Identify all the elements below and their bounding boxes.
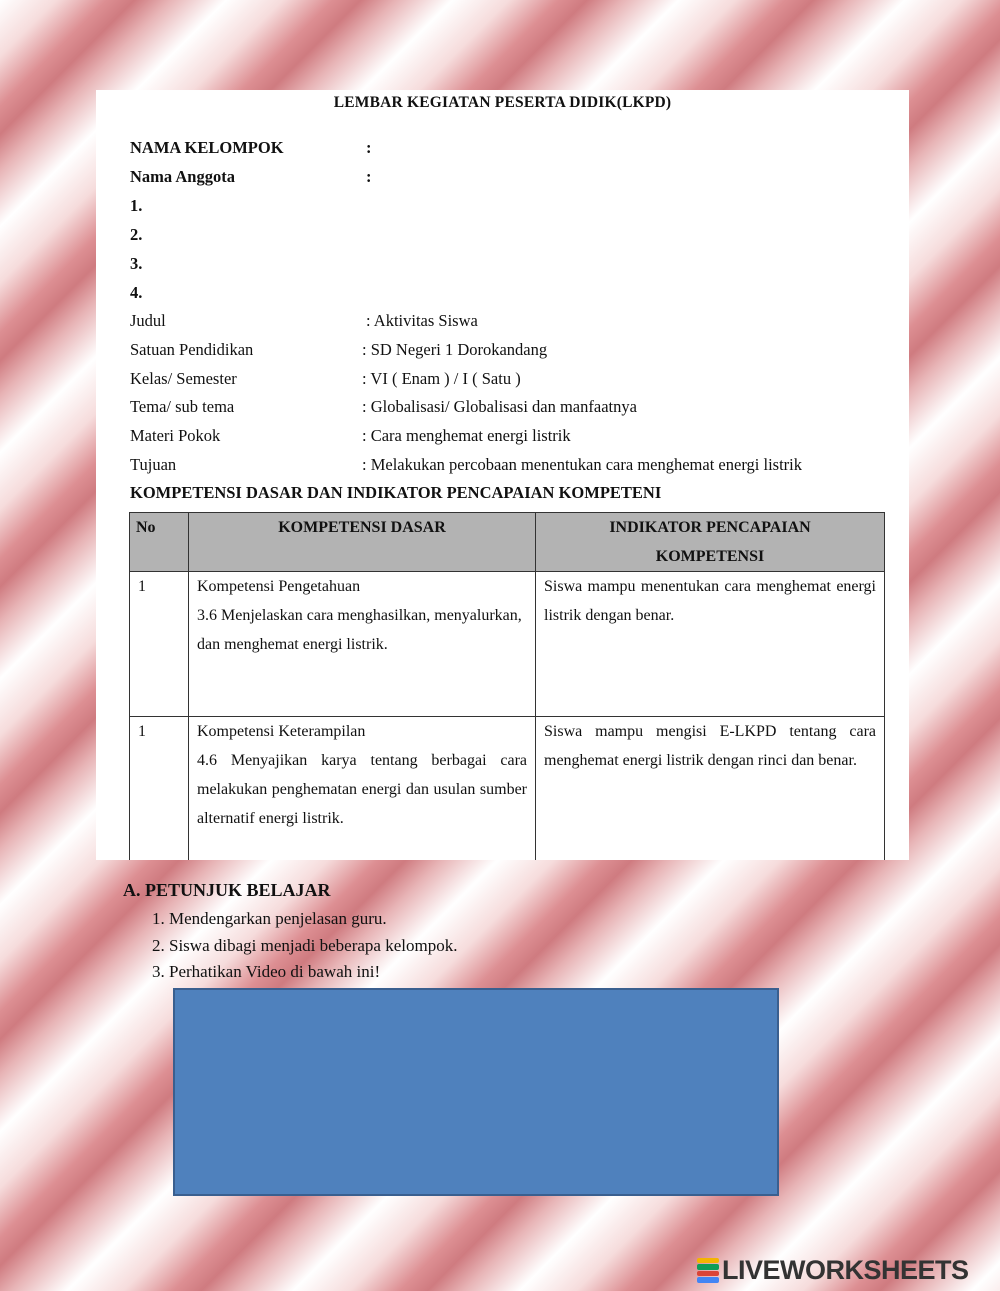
mark-stripe [697, 1271, 719, 1277]
document-title: LEMBAR KEGIATAN PESERTA DIDIK(LKPD) [333, 94, 672, 111]
liveworksheets-mark-icon [697, 1257, 719, 1283]
kd-text: 4.6 Menyajikan karya tentang berbagai cara melakukan penghematan energi dan usulan sumber alternatif energi listrik. [197, 752, 527, 827]
cell-no: 1 [130, 572, 189, 717]
kd-title: Kompetensi Keterampilan [197, 723, 366, 740]
colon: : [366, 138, 372, 157]
field-value: : Globalisasi/ Globalisasi dan manfaatnya [362, 397, 637, 416]
field-value: : SD Negeri 1 Dorokandang [362, 340, 548, 359]
field-label: Judul [130, 311, 166, 330]
kompetensi-heading: KOMPETENSI DASAR DAN INDIKATOR PENCAPAIAN KOMPETENI [130, 483, 662, 502]
member-item: 1. [130, 196, 143, 215]
liveworksheets-wordmark: LIVEWORKSHEETS [722, 1254, 969, 1285]
mark-stripe [697, 1277, 719, 1283]
petunjuk-heading: A. PETUNJUK BELAJAR [123, 880, 331, 900]
kd-title: Kompetensi Pengetahuan [197, 578, 361, 595]
mark-stripe [697, 1258, 719, 1264]
petunjuk-list [152, 906, 457, 986]
nama-anggota-label: Nama Anggota [130, 167, 235, 186]
table-row [130, 572, 885, 717]
member-item: 4. [130, 283, 143, 302]
field-label: Satuan Pendidikan [130, 340, 254, 359]
field-label: Materi Pokok [130, 426, 221, 445]
field-value: : Melakukan percobaan menentukan cara menghemat energi listrik [362, 455, 802, 474]
list-item: 1. Mendengarkan penjelasan guru. [152, 909, 387, 928]
field-value: : Cara menghemat energi listrik [362, 426, 571, 445]
header-indikator [536, 513, 885, 572]
kd-text: 3.6 Menjelaskan cara menghasilkan, menyalurkan, dan menghemat energi listrik. [197, 607, 522, 653]
cell-indikator: Siswa mampu menentukan cara menghemat energi listrik dengan benar. [536, 572, 885, 717]
field-label: Tema/ sub tema [130, 397, 235, 416]
member-item: 2. [130, 225, 143, 244]
table-row [130, 717, 885, 861]
cell-indikator: Siswa mampu mengisi E-LKPD tentang cara menghemat energi listrik dengan rinci dan benar. [536, 717, 885, 861]
field-value: : Aktivitas Siswa [366, 311, 478, 330]
cell-kompetensi-dasar [189, 717, 536, 861]
liveworksheets-logo [697, 1255, 969, 1285]
field-value: : VI ( Enam ) / I ( Satu ) [362, 369, 521, 388]
table-header-row [130, 513, 885, 572]
cell-kompetensi-dasar [189, 572, 536, 717]
header-indikator-line1: INDIKATOR PENCAPAIAN [609, 519, 811, 536]
field-label: Tujuan [130, 455, 177, 474]
worksheet-page [96, 90, 909, 860]
mark-stripe [697, 1264, 719, 1270]
header-kompetensi-dasar: KOMPETENSI DASAR [189, 513, 536, 572]
header-no: No [130, 513, 189, 572]
member-item: 3. [130, 254, 143, 273]
video-player[interactable] [173, 988, 779, 1196]
field-label: Kelas/ Semester [130, 369, 237, 388]
cell-no: 1 [130, 717, 189, 861]
header-indikator-line2: KOMPETENSI [655, 548, 765, 565]
colon: : [366, 167, 372, 186]
list-item: 2. Siswa dibagi menjadi beberapa kelompok. [152, 935, 458, 955]
list-item: 3. Perhatikan Video di bawah ini! [152, 962, 381, 981]
nama-kelompok-label: NAMA KELOMPOK [130, 138, 284, 157]
kompetensi-table [129, 512, 885, 860]
